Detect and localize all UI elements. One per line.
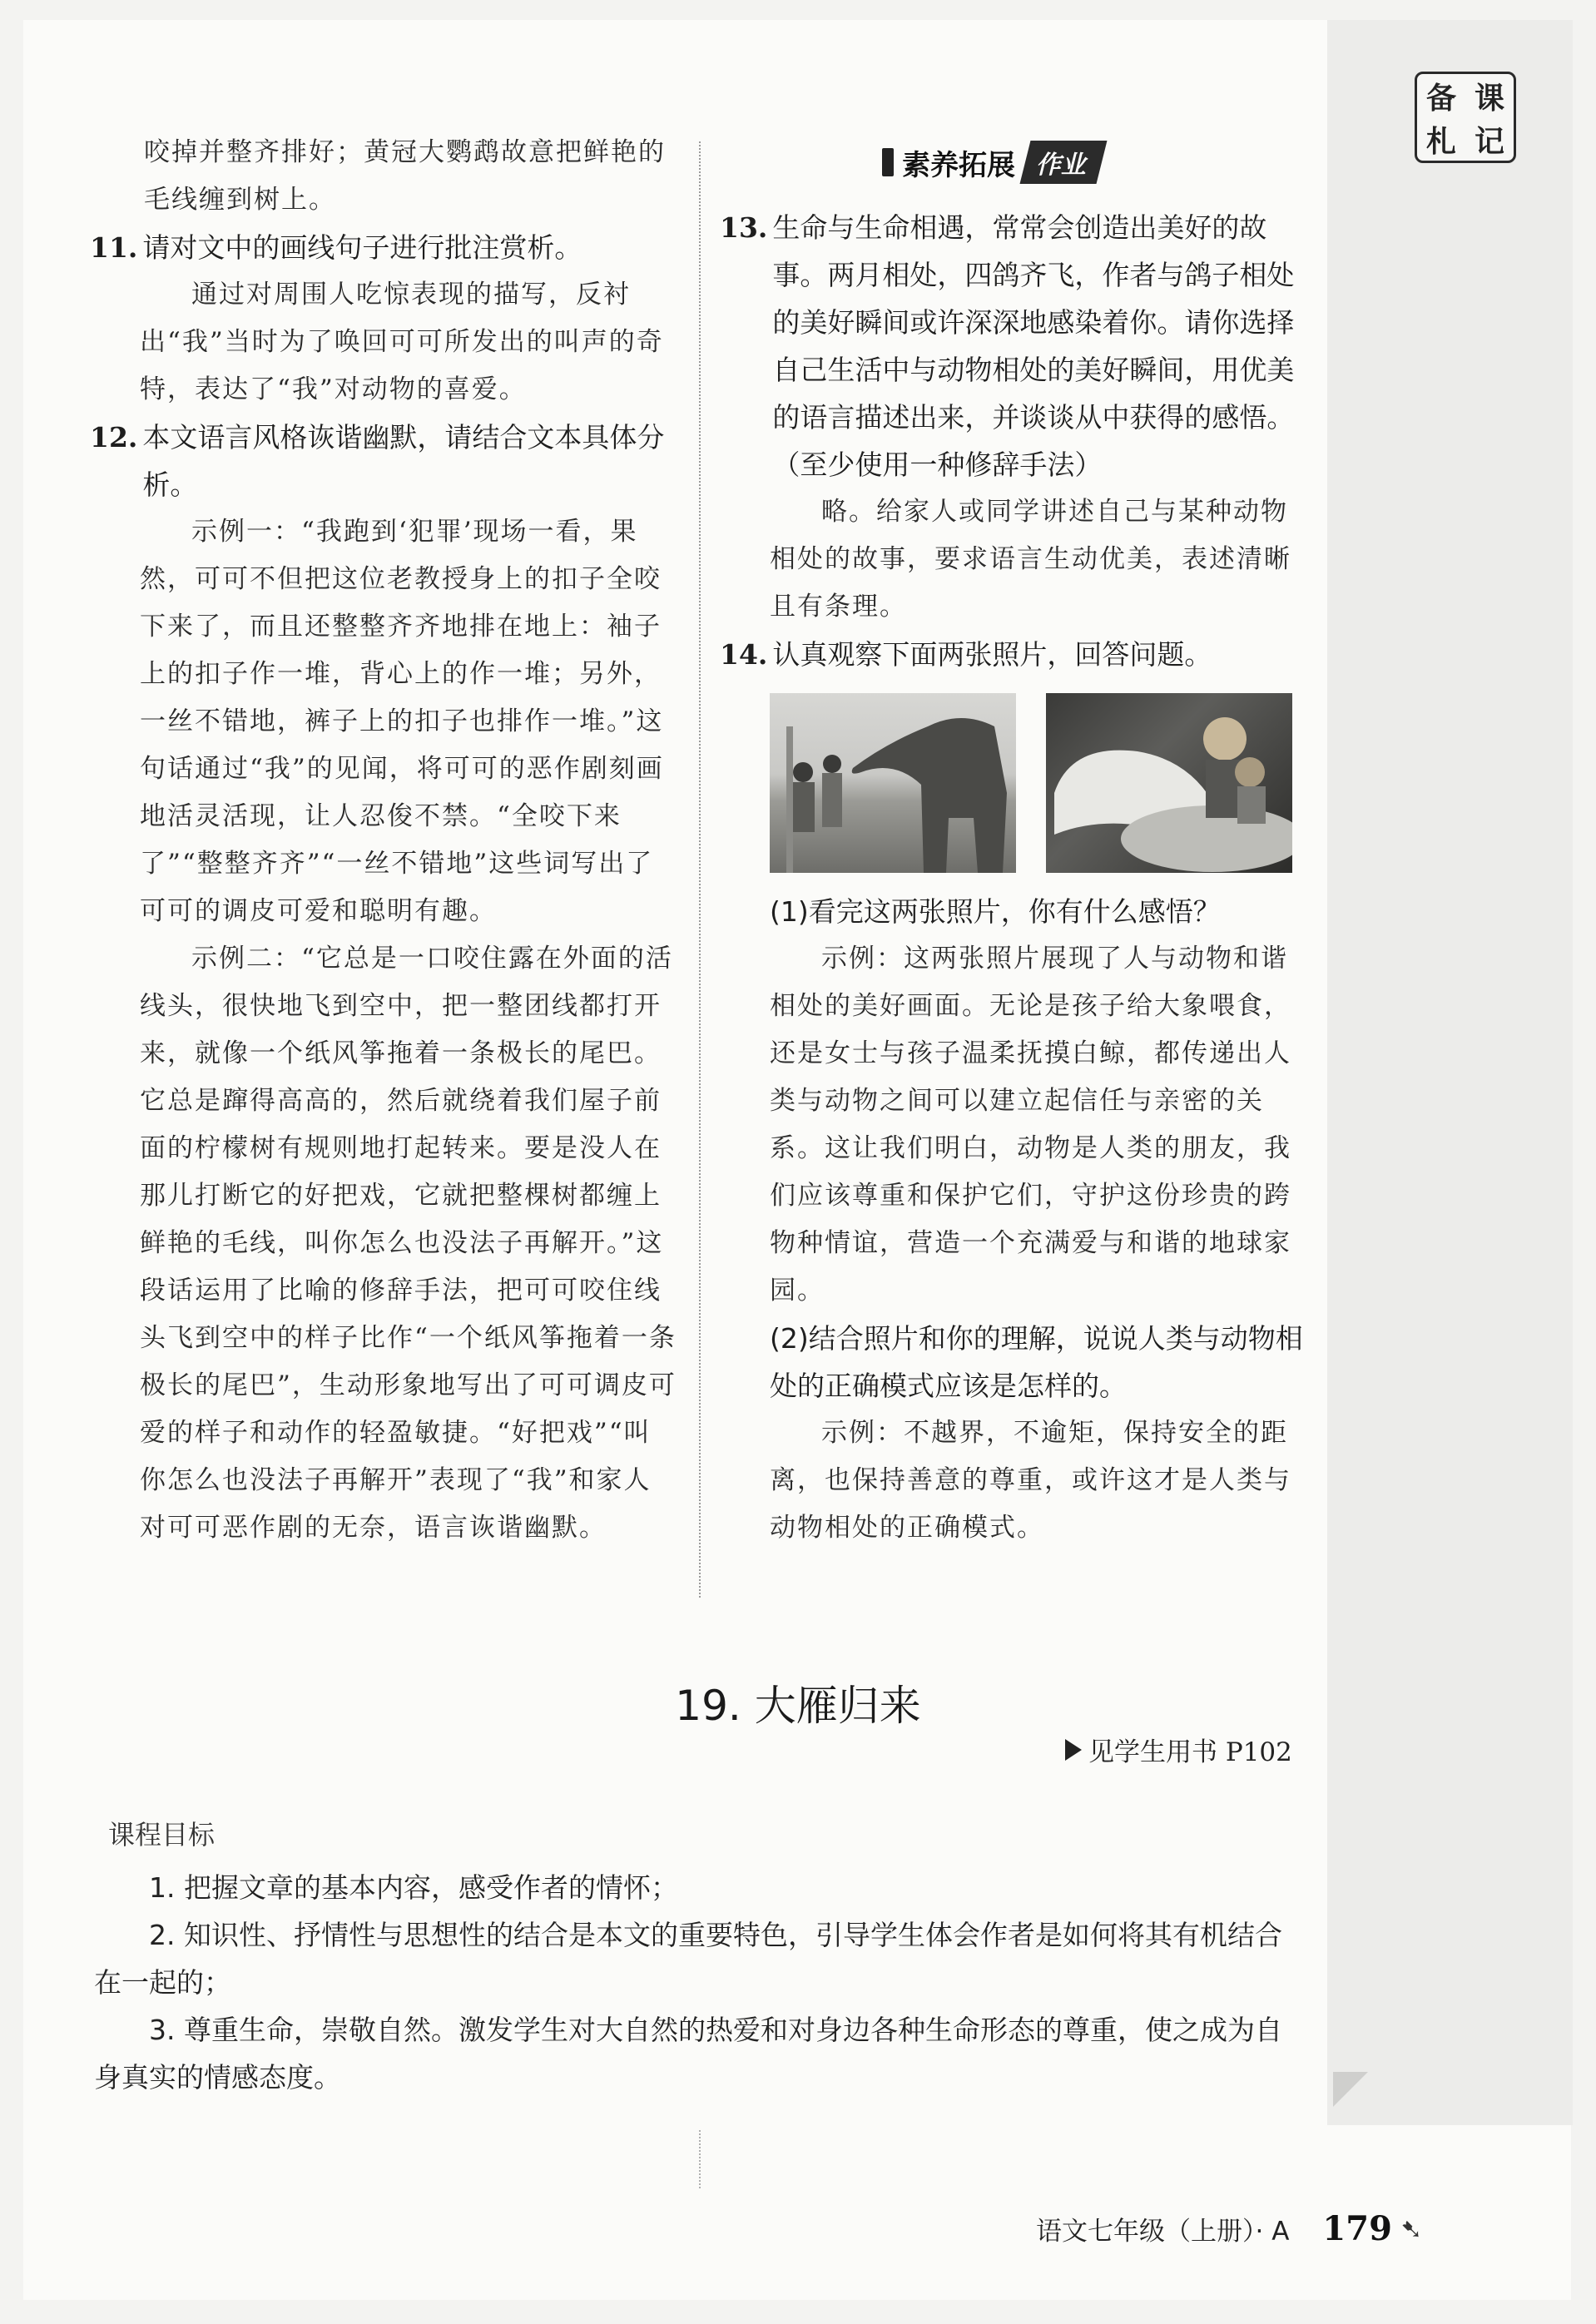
goal-item: 3. 尊重生命，崇敬自然。激发学生对大自然的热爱和对身边各种生命形态的尊重，使之成为自身真实的情感态度。	[94, 2014, 1282, 2094]
question-text: 认真观察下面两张照片，回答问题。	[772, 638, 1212, 671]
question-number: 13.	[720, 211, 768, 244]
answer-example-1: 示例一：“我跑到‘犯罪’现场一看，果然，可可不但把这位老教授身上的扣子全咬下来了，而且还整整齐齐地排在地上：袖子上的扣子作一堆，背心上的作一堆；另外，一丝不错地，裤子上的扣子也排作一堆。”这句话通过“我”的见闻，将可可的恶作剧刻画地活灵活现，让人忍俊不禁。“全咬下来了”“整整齐齐”“一丝不错地”这些词写出了可可的调皮可爱和聪明有趣。	[140, 517, 664, 926]
question-number: 14.	[720, 638, 768, 671]
left-column	[90, 129, 677, 1552]
section-banner	[882, 141, 1102, 183]
question-number: 11.	[90, 231, 138, 264]
chapter-title: 19. 大雁归来	[675, 1682, 921, 1730]
reference-text: 见学生用书 P102	[1088, 1737, 1292, 1767]
question-text: 生命与生命相遇，常常会创造出美好的故事。两月相处，四鸽齐飞，作者与鸽子相处的美好瞬间或许深深地感染着你。请你选择自己生活中与动物相处的美好瞬间，用优美的语言描述出来，并谈谈从中获得的感悟。（至少使用一种修辞手法）	[772, 211, 1295, 481]
banner-mark-icon	[882, 148, 894, 176]
beluga-whale-photo	[1046, 693, 1292, 873]
question-12	[90, 414, 677, 508]
badge-char: 课	[1474, 81, 1504, 116]
lesson-notes-badge	[1415, 72, 1516, 163]
question-text: 请对文中的画线句子进行批注赏析。	[142, 231, 582, 264]
question-11	[90, 224, 677, 271]
question-text: 本文语言风格诙谐幽默，请结合文本具体分析。	[142, 421, 665, 501]
goals-label: 课程目标	[108, 1819, 216, 1851]
notes-margin	[1327, 20, 1573, 2125]
photo-row	[720, 693, 1311, 873]
continuation-text: 咬掉并整齐排好；黄冠大鹦鹉故意把鲜艳的毛线缠到树上。	[144, 137, 666, 215]
badge-char: 记	[1474, 124, 1504, 159]
sub-answer-2: 示例：不越界，不逾矩，保持安全的距离，也保持善意的尊重，或许这才是人类与动物相处的正确模式。	[770, 1418, 1291, 1543]
answer-example-2: 示例二：“它总是一口咬住露在外面的活线头，很快地飞到空中，把一整团线都打开来，就像一个纸风筝拖着一条极长的尾巴。它总是蹿得高高的，然后就绕着我们屋子前面的柠檬树有规则地打起转来。要是没人在那儿打断它的好把戏，它就把整棵树都缠上鲜艳的毛线，叫你怎么也没法子再解开。”这段话运用了比喻的修辞手法，把可可咬住线头飞到空中的样子比作“一个纸风筝拖着一条极长的尾巴”，生动形象地写出了可可调皮可爱的样子和动作的轻盈敏捷。“好把戏”“叫你怎么也没法子再解开”表现了“我”和家人对可可恶作剧的无奈，语言诙谐幽默。	[140, 944, 677, 1543]
question-13	[720, 204, 1311, 488]
banner-tag: 作业	[1020, 141, 1108, 184]
page-number: 179	[1322, 2209, 1392, 2248]
question-number: 12.	[90, 421, 138, 453]
column-divider	[699, 141, 701, 1598]
sub-question-2: (2)结合照片和你的理解，说说人类与动物相处的正确模式应该是怎样的。	[770, 1322, 1303, 1402]
goal-item: 1. 把握文章的基本内容，感受作者的情怀；	[149, 1871, 678, 1904]
footer-divider	[699, 2130, 701, 2188]
right-column	[720, 204, 1311, 1552]
question-14	[720, 631, 1311, 678]
sub-answer-1: 示例：这两张照片展现了人与动物和谐相处的美好画面。无论是孩子给大象喂食，还是女士与孩子温柔抚摸白鲸，都传递出人类与动物之间可以建立起信任与亲密的关系。这让我们明白，动物是人类的朋友，我们应该尊重和保护它们，守护这份珍贵的跨物种情谊，营造一个充满爱与和谐的地球家园。	[770, 944, 1291, 1306]
play-triangle-icon	[1065, 1739, 1082, 1761]
page-corner-fold	[1333, 2072, 1368, 2107]
student-book-reference	[1065, 1731, 1292, 1768]
book-title: 语文七年级（上册）· A	[1036, 2217, 1290, 2247]
footer-ornament-icon: ➷	[1400, 2213, 1423, 2245]
badge-char: 备	[1425, 81, 1456, 116]
answer-text: 通过对周围人吃惊表现的描写，反衬出“我”当时为了唤回可可所发出的叫声的奇特，表达了“我”对动物的喜爱。	[140, 280, 664, 404]
sub-question-1: (1)看完这两张照片，你有什么感悟？	[770, 895, 1221, 928]
page-footer	[1036, 2209, 1423, 2248]
answer-text: 略。给家人或同学讲述自己与某种动物相处的故事，要求语言生动优美，表述清晰且有条理。	[770, 497, 1291, 622]
badge-char: 札	[1425, 124, 1456, 159]
course-goals	[94, 1864, 1309, 2101]
goal-item: 2. 知识性、抒情性与思想性的结合是本文的重要特色，引导学生体会作者是如何将其有机结合在一起的；	[94, 1919, 1282, 1999]
elephant-feeding-photo	[770, 693, 1016, 873]
banner-title: 素养拓展	[902, 148, 1015, 182]
